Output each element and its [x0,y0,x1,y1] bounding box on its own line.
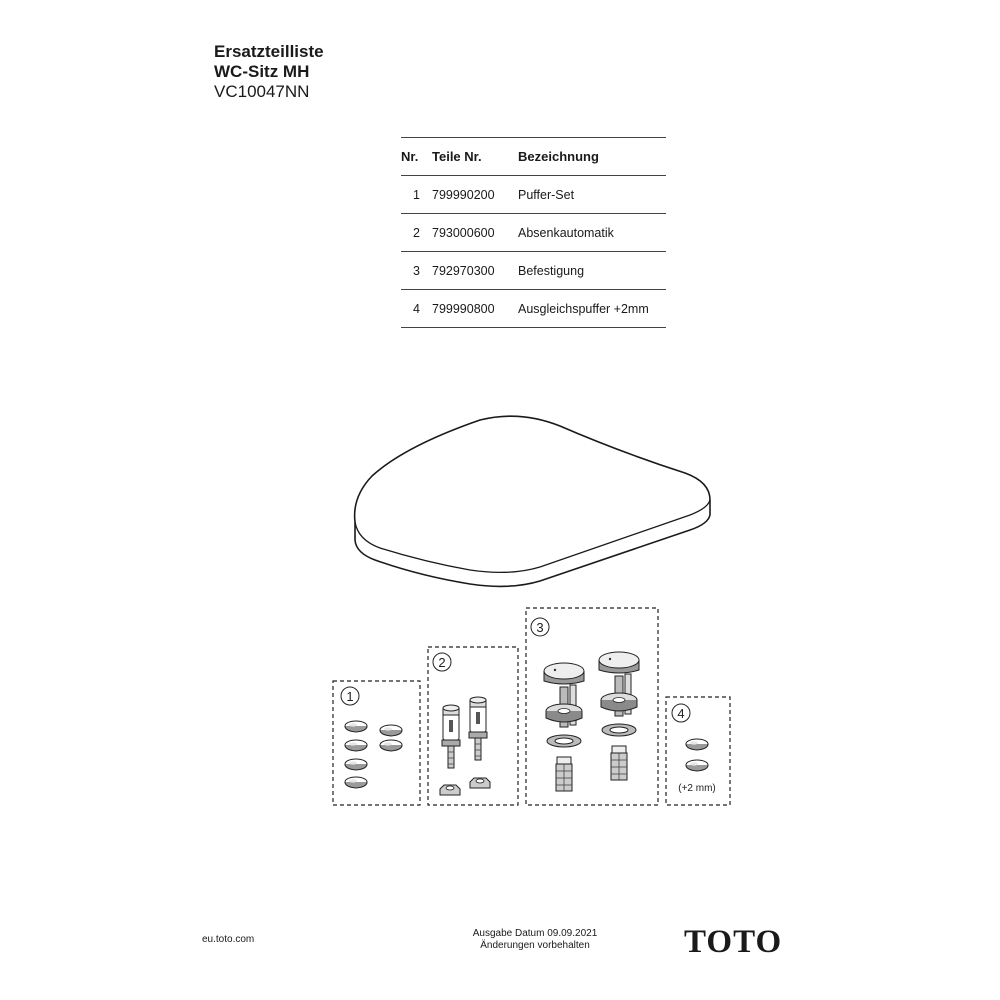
row-nr: 4 [401,290,432,328]
col-header-nr: Nr. [401,138,432,176]
model-number: VC10047NN [214,82,310,101]
issue-date: Ausgabe Datum 09.09.2021 [472,928,598,939]
part-4-note: (+2 mm) [678,783,716,794]
disclaimer: Änderungen vorbehalten [480,940,590,951]
row-teil: 799990800 [432,290,518,328]
row-bezeichnung: Absenkautomatik [518,214,666,252]
part-label-2: 2 [438,655,446,670]
part-label-3: 3 [536,620,544,635]
toto-logo: TOTO [684,924,783,960]
website-link[interactable]: eu.toto.com [202,934,255,945]
row-nr: 1 [401,176,432,214]
part-box-2 [428,647,518,805]
row-nr: 3 [401,252,432,290]
part-label-1: 1 [346,689,354,704]
wc-seat-illustration [355,416,710,586]
row-bezeichnung: Befestigung [518,252,666,290]
row-teil: 799990200 [432,176,518,214]
row-teil: 793000600 [432,214,518,252]
row-teil: 792970300 [432,252,518,290]
document-subtitle: WC-Sitz MH [214,62,310,81]
part-box-1 [333,681,420,805]
document-title: Ersatzteilliste [214,42,324,61]
part-box-4 [666,697,730,805]
footer-info [460,928,610,952]
row-nr: 2 [401,214,432,252]
row-bezeichnung: Puffer-Set [518,176,666,214]
part-box-3 [526,608,658,805]
part-label-4: 4 [677,706,685,721]
col-header-teil: Teile Nr. [432,138,518,176]
col-header-bezeichnung: Bezeichnung [518,138,666,176]
row-bezeichnung: Ausgleichspuffer +2mm [518,290,666,328]
